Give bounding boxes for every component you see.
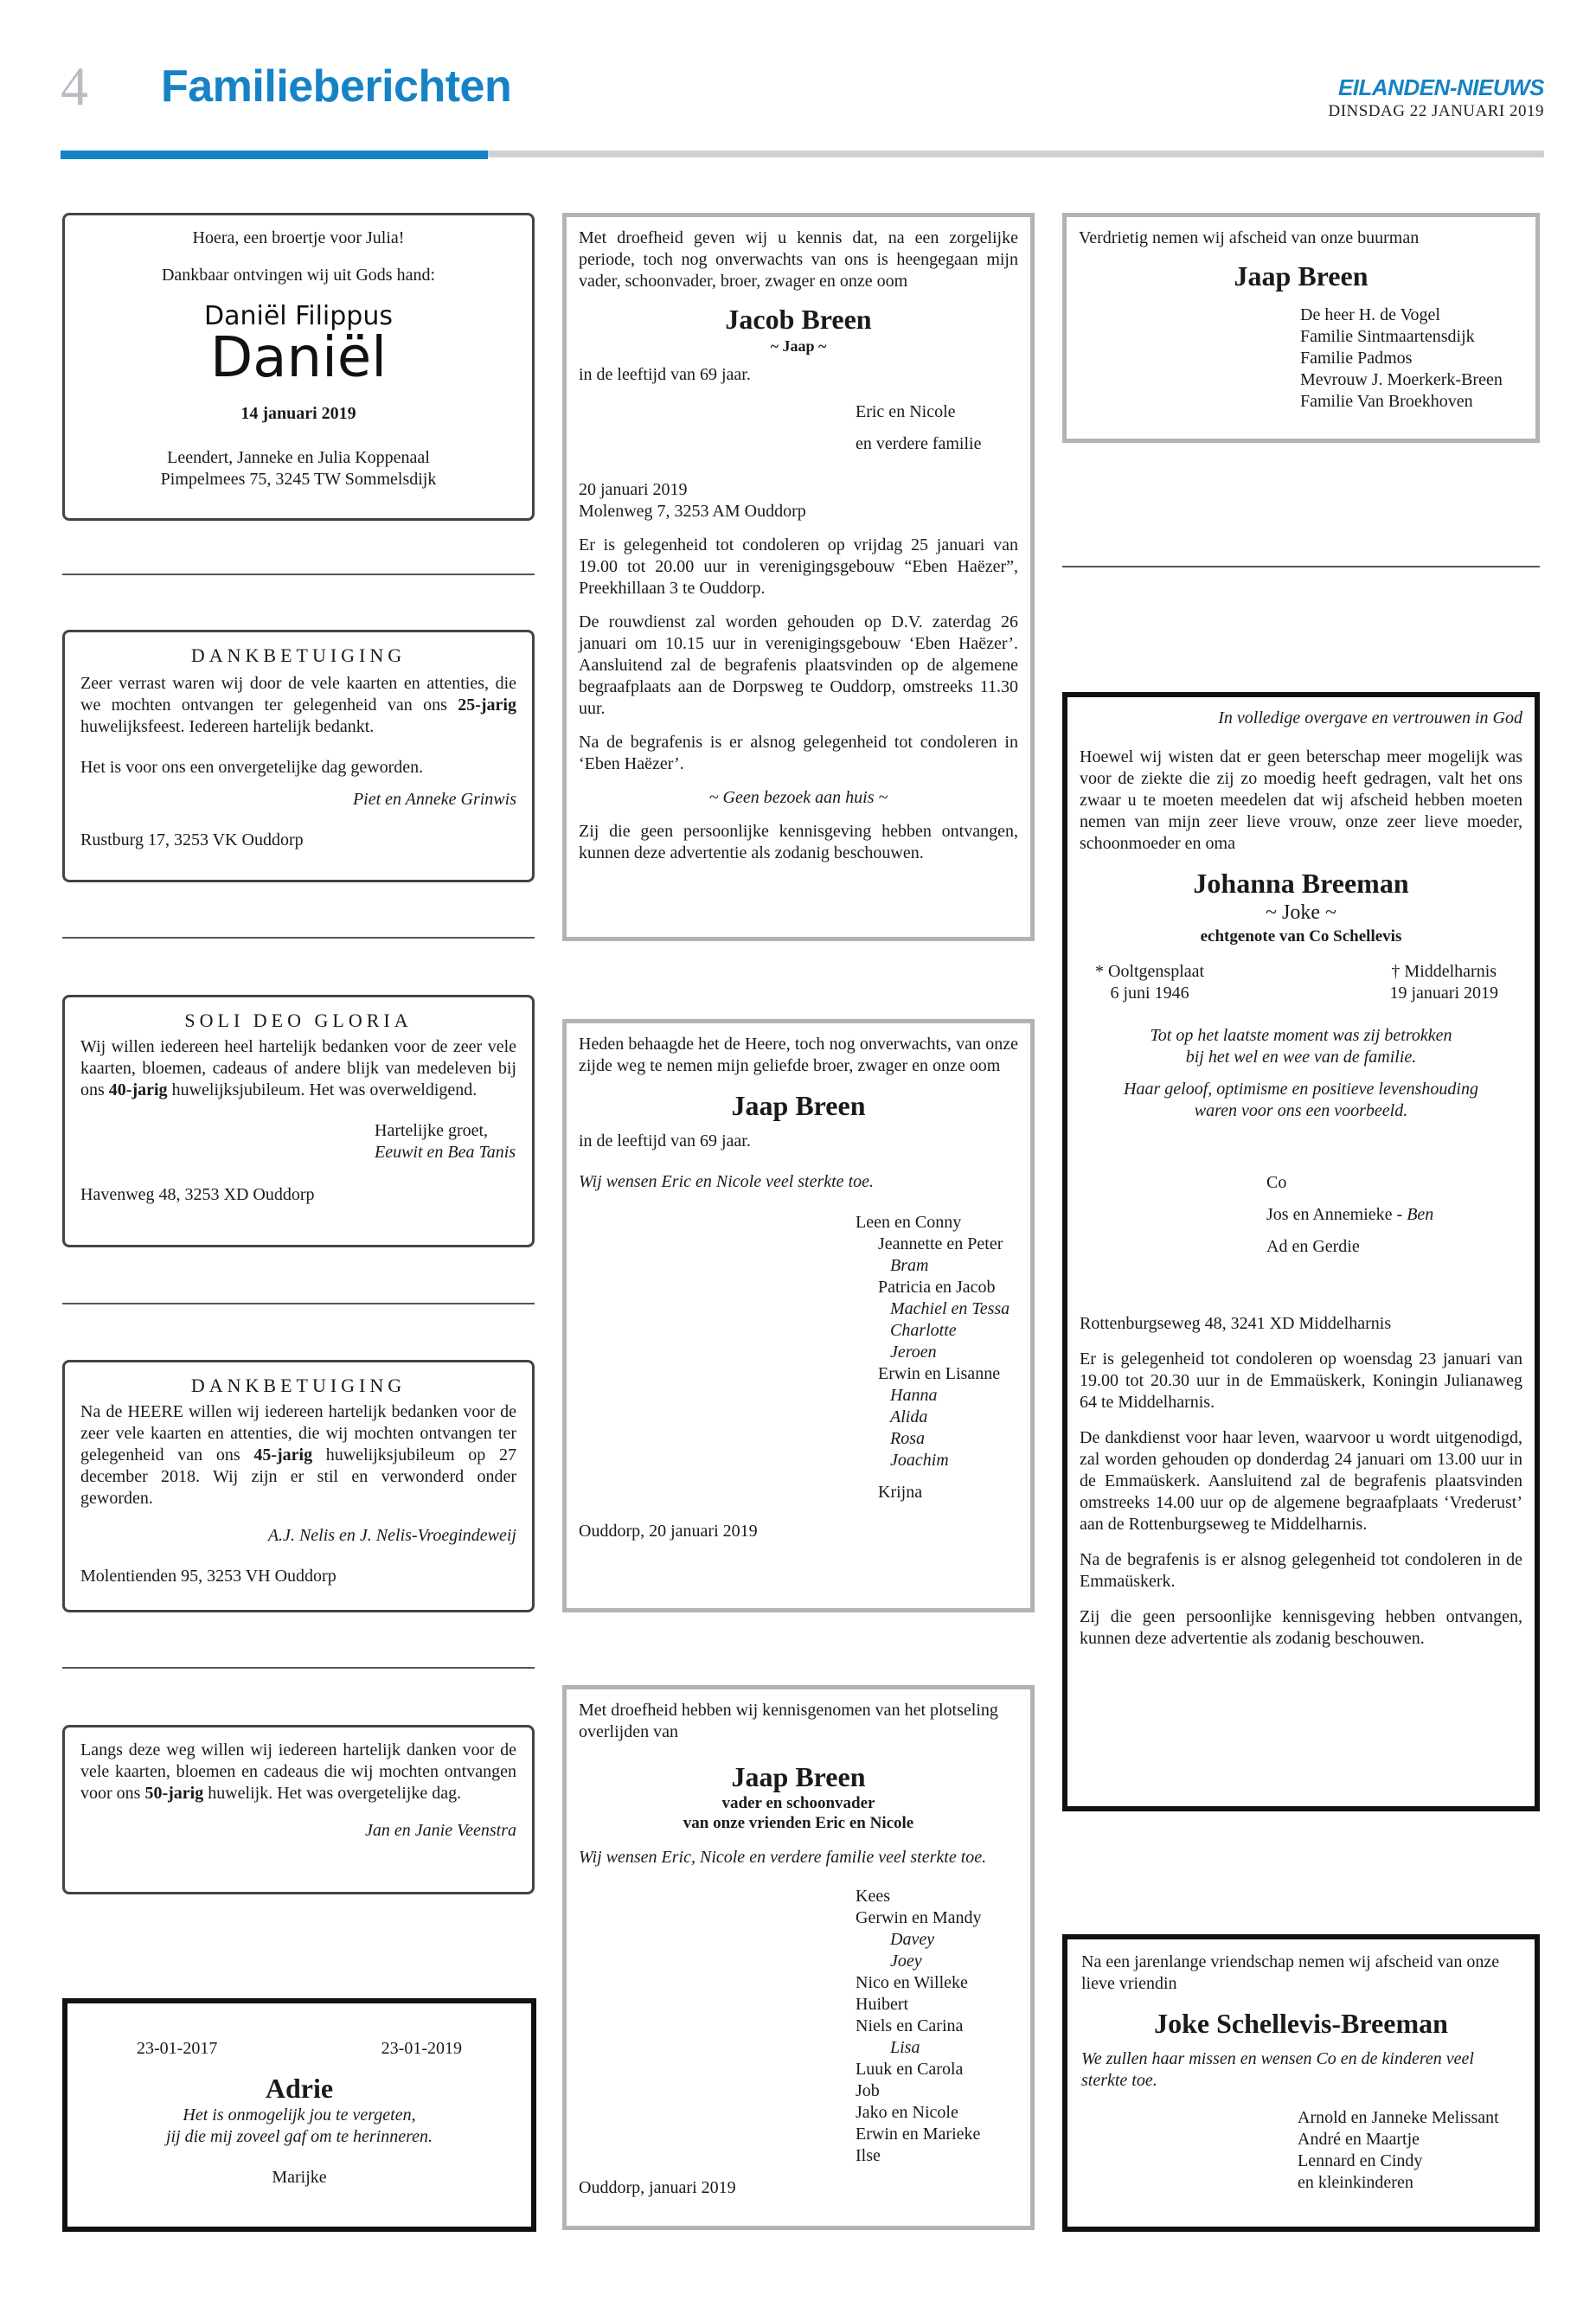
page-number: 4 (61, 55, 88, 117)
ad-thanks-nelis (62, 1360, 535, 1612)
obit-place-date: Ouddorp, januari 2019 (579, 2178, 736, 2197)
list-item: Mevrouw J. Moerkerk-Breen (1300, 370, 1503, 389)
divider (1062, 566, 1540, 567)
issue-date: DINSDAG 22 JANUARI 2019 (1328, 102, 1544, 120)
list-item: Familie Sintmaartensdijk (1300, 327, 1475, 346)
ad-obituary-jaap-breen-friends (562, 1685, 1035, 2230)
obit-name: Johanna Breeman (1193, 868, 1409, 899)
obit-service: De rouwdienst zal worden gehouden op D.V. zaterdag 26 januari om 10.15 uur in verenigingsgebouw ‘Eben Haëzer’. Aansluitend zal de begrafenis plaatsvinden op de algemene begraafplaats aan de Dorpsweg te Ouddorp, omstreeks 11.30 uur. (579, 612, 1018, 718)
born-date: 6 juni 1946 (1110, 984, 1189, 1003)
obit-after: Na de begrafenis is er alsnog gelegenheid tot condoleren in ‘Eben Haëzer’. (579, 733, 1018, 773)
obit-family-1: Eric en Nicole (856, 402, 956, 421)
obit-born (1095, 961, 1204, 1004)
memorial-date-2: 23-01-2019 (381, 2039, 462, 2058)
ad-greeting: Hartelijke groet, (375, 1121, 489, 1140)
birth-name: Daniël (210, 326, 387, 390)
obit-no-visit: ~ Geen bezoek aan huis ~ (708, 788, 888, 807)
obit-quote-4: waren voor ons een voorbeeld. (1194, 1101, 1408, 1120)
obit-notice: Zij die geen persoonlijke kennisgeving hebben ontvangen, kunnen deze advertentie als zodanig beschouwen. (1080, 1607, 1522, 1648)
obit-spouse: echtgenote van Co Schellevis (1200, 927, 1402, 945)
obit-name: Jaap Breen (731, 1761, 866, 1792)
obit-wish: We zullen haar missen en wensen Co en de kinderen veel sterkte toe. (1081, 2049, 1474, 2090)
list-item: Erwin en Marieke (856, 2125, 981, 2144)
obit-age: in de leeftijd van 69 jaar. (579, 365, 751, 384)
list-item: Erwin en Lisanne (878, 1364, 1001, 1383)
obit-family-1: Co (1266, 1173, 1287, 1192)
obit-family-list (579, 1886, 1018, 2167)
list-item: Kees (856, 1887, 890, 1906)
list-item: Familie Padmos (1300, 349, 1413, 368)
divider (62, 1667, 535, 1669)
ad-text: Langs deze weg willen wij iedereen hartelijk danken voor de vele kaarten, bloemen en cadeaus die wij mochten ontvangen voor ons 50-jarig huwelijk. Het was overgetelijke dag. (80, 1740, 516, 1803)
memorial-line-1: Het is onmogelijk jou te vergeten, (183, 2106, 416, 2125)
obit-address: Molenweg 7, 3253 AM Ouddorp (579, 502, 806, 521)
ad-obituary-johanna-breeman (1062, 692, 1540, 1811)
obit-nickname: ~ Joke ~ (1266, 901, 1336, 924)
list-item: Patricia en Jacob (878, 1278, 996, 1297)
list-item: Job (856, 2081, 880, 2100)
birth-full-name: Daniël Filippus (204, 301, 393, 331)
ad-thanks-veenstra (62, 1725, 535, 1894)
obit-motto: In volledige overgave en vertrouwen in God (1218, 708, 1522, 727)
ad-thanks-grinwis (62, 630, 535, 882)
memorial-dates (93, 2038, 505, 2060)
birth-parents: Leendert, Janneke en Julia Koppenaal (167, 448, 430, 467)
obit-name: Jacob Breen (725, 304, 872, 335)
ad-obituary-joke-schellevis (1062, 1934, 1540, 2232)
obit-intro: Verdrietig nemen wij afscheid van onze buurman (1079, 228, 1420, 247)
list-item: Rosa (890, 1429, 925, 1448)
obit-date: 20 januari 2019 (579, 480, 688, 499)
obit-quote-1: Tot op het laatste moment was zij betrokken (1150, 1026, 1452, 1045)
obit-intro: Na een jarenlange vriendschap nemen wij afscheid van onze lieve vriendin (1081, 1952, 1500, 1993)
obit-signatories (1081, 2107, 1521, 2194)
born-place: * Ooltgensplaat (1095, 962, 1205, 981)
obit-intro: Heden behaagde het de Heere, toch nog onverwachts, van onze zijde weg te nemen mijn geliefde broer, zwager en onze oom (579, 1035, 1018, 1075)
obit-intro: Hoewel wij wisten dat er geen beterschap meer mogelijk was voor de ziekte die zij zo moedig heeft gedragen, valt het ons zwaar u te moeten meedelen dat wij afscheid hebben moeten nemen van mijn zeer lieve vrouw, onze zeer lieve moeder, schoonmoeder en oma (1080, 747, 1522, 853)
obit-name: Jaap Breen (731, 1090, 866, 1121)
obit-signatories (1079, 304, 1523, 413)
obit-place-date: Ouddorp, 20 januari 2019 (579, 1522, 758, 1541)
ad-text: Wij willen iedereen heel hartelijk bedanken voor de zeer vele kaarten, bloemen, cadeaus of andere blijk van medeleven bij ons 40-jarig huwelijksjubileum. Het was overweldigend. (80, 1037, 516, 1099)
list-item: Leen en Conny (856, 1213, 962, 1232)
memorial-signature: Marijke (272, 2168, 327, 2187)
list-item: Hanna (890, 1386, 938, 1405)
list-item: Lennard en Cindy (1298, 2151, 1423, 2170)
birth-date: 14 januari 2019 (240, 404, 356, 423)
list-item: Ilse (856, 2146, 881, 2165)
divider (62, 574, 535, 575)
divider (62, 1303, 535, 1304)
list-item: De heer H. de Vogel (1300, 305, 1440, 324)
list-item: Familie Van Broekhoven (1300, 392, 1473, 411)
list-item: Davey (890, 1930, 935, 1949)
obit-notice: Zij die geen persoonlijke kennisgeving hebben ontvangen, kunnen deze advertentie als zodanig beschouwen. (579, 822, 1018, 862)
list-item: en kleinkinderen (1298, 2173, 1413, 2192)
memorial-line-2: jij die mij zoveel gaf om te herinneren. (165, 2127, 433, 2146)
obit-service: De dankdienst voor haar leven, waarvoor u wordt uitgenodigd, zal worden gehouden op donderdag 24 januari om 13.00 uur in de Emmaüskerk. Aansluitend zal de begrafenis plaatsvinden omstreeks 14.00 uur op de algemene begraafplaats ‘Vrederust’ aan de Rottenburgseweg te Middelharnis. (1080, 1428, 1522, 1534)
list-item: Jeannette en Peter (878, 1234, 1003, 1253)
list-item: Luuk en Carola (856, 2060, 964, 2079)
list-item: Nico en Willeke (856, 1973, 968, 1992)
ad-text-2: Het is voor ons een onvergetelijke dag geworden. (80, 758, 424, 777)
ad-text: Na de HEERE willen wij iedereen hartelijk bedanken voor de zeer vele kaarten en attenties, die wij mochten ontvangen ter gelegenheid van ons 45-jarig huwelijksjubileum op 27 december 2018. Wij zijn er stil en verwonderd onder geworden. (80, 1402, 516, 1508)
list-item: Huibert (856, 1995, 909, 2014)
list-item: Jako en Nicole (856, 2103, 958, 2122)
ad-obituary-jacob-breen (562, 213, 1035, 941)
ad-signature: Jan en Janie Veenstra (365, 1821, 516, 1840)
ad-soli-deo-gloria (62, 995, 535, 1247)
list-item: Lisa (890, 2038, 920, 2057)
ad-memorial-adrie (62, 1998, 536, 2232)
obit-nickname: ~ Jaap ~ (770, 337, 827, 355)
list-item: André en Maartje (1298, 2130, 1420, 2149)
obit-quote-3: Haar geloof, optimisme en positieve levenshouding (1124, 1080, 1478, 1099)
obit-after: Na de begrafenis is er alsnog gelegenheid tot condoleren in de Emmaüskerk. (1080, 1550, 1522, 1591)
ad-title: DANKBETUIGING (190, 644, 407, 666)
obit-family-list (579, 1212, 1018, 1503)
obit-condolence: Er is gelegenheid tot condoleren op woensdag 23 januari van 19.00 tot 20.30 uur in de Emmaüskerk, Koningin Julianaweg 64 te Middelharnis. (1080, 1349, 1522, 1412)
birth-line-2: Dankbaar ontvingen wij uit Gods hand: (161, 266, 436, 285)
obit-name: Jaap Breen (1234, 260, 1368, 292)
ad-signature: A.J. Nelis en J. Nelis-Vroegindeweij (267, 1526, 516, 1545)
obit-wish: Wij wensen Eric, Nicole en verdere familie veel sterkte toe. (579, 1848, 987, 1867)
list-item: Arnold en Janneke Melissant (1298, 2108, 1499, 2127)
birth-line-1: Hoera, een broertje voor Julia! (192, 228, 405, 247)
obit-wish: Wij wensen Eric en Nicole veel sterkte toe. (579, 1172, 874, 1191)
ad-title: DANKBETUIGING (190, 1375, 407, 1396)
ad-obituary-buurman (1062, 213, 1540, 443)
list-item: Joey (890, 1952, 922, 1971)
obit-address: Rottenburgseweg 48, 3241 XD Middelharnis (1080, 1314, 1392, 1333)
obit-sub-1: vader en schoonvader (721, 1794, 875, 1812)
list-item: Gerwin en Mandy (856, 1908, 982, 1927)
ad-obituary-jaap-breen-family (562, 1019, 1035, 1612)
list-item: Joachim (890, 1451, 949, 1470)
ad-address: Havenweg 48, 3253 XD Ouddorp (80, 1185, 315, 1204)
ad-signature: Piet en Anneke Grinwis (352, 790, 516, 809)
section-title: Familieberichten (161, 61, 512, 112)
list-item: Niels en Carina (856, 2016, 964, 2035)
list-item: Krijna (878, 1483, 923, 1502)
obit-died (1389, 961, 1498, 1004)
obit-age: in de leeftijd van 69 jaar. (579, 1131, 751, 1150)
obit-intro: Met droefheid hebben wij kennisgenomen van het plotseling overlijden van (579, 1701, 998, 1741)
list-item: Jeroen (890, 1343, 937, 1362)
list-item (856, 1471, 1018, 1482)
obit-intro: Met droefheid geven wij u kennis dat, na een zorgelijke periode, toch nog onverwachts van ons is heengegaan mijn vader, schoonvader, broer, zwager en onze oom (579, 228, 1018, 291)
memorial-name: Adrie (265, 2073, 334, 2104)
list-item: Charlotte (890, 1321, 957, 1340)
obit-dates (1080, 961, 1522, 1006)
list-item: Bram (890, 1256, 929, 1275)
obit-family-2: Jos en Annemieke - Ben (1266, 1205, 1434, 1224)
memorial-date-1: 23-01-2017 (137, 2039, 218, 2058)
ad-text: Zeer verrast waren wij door de vele kaarten en attenties, die we mochten ontvangen ter gelegenheid van ons 25-jarig huwelijksfeest. Iedereen hartelijk bedankt. (80, 674, 516, 736)
ad-title: SOLI DEO GLORIA (184, 1009, 413, 1031)
header-rule-accent (61, 151, 488, 159)
obit-sub-2: van onze vrienden Eric en Nicole (683, 1814, 914, 1832)
list-item: Alida (890, 1407, 928, 1426)
ad-birth-announcement (62, 213, 535, 521)
obit-condolence: Er is gelegenheid tot condoleren op vrijdag 25 januari van 19.00 tot 20.00 uur in verenigingsgebouw “Eben Haëzer”, Preekhillaan 3 te Ouddorp. (579, 535, 1018, 598)
newspaper-logo: EILANDEN-NIEUWS (1337, 74, 1544, 100)
ad-address: Rustburg 17, 3253 VK Ouddorp (80, 830, 304, 849)
list-item: Machiel en Tessa (890, 1299, 1010, 1318)
divider (62, 937, 535, 939)
ad-address: Molentienden 95, 3253 VH Ouddorp (80, 1567, 337, 1586)
obit-family-2: en verdere familie (856, 434, 982, 453)
obit-name: Joke Schellevis-Breeman (1154, 2008, 1448, 2039)
ad-signature: Eeuwit en Bea Tanis (375, 1143, 516, 1162)
obit-family-3: Ad en Gerdie (1266, 1237, 1360, 1256)
obit-quote-2: bij het wel en wee van de familie. (1185, 1048, 1417, 1067)
died-place: † Middelharnis (1391, 962, 1497, 981)
died-date: 19 januari 2019 (1389, 984, 1498, 1003)
birth-address: Pimpelmees 75, 3245 TW Sommelsdijk (160, 470, 437, 489)
